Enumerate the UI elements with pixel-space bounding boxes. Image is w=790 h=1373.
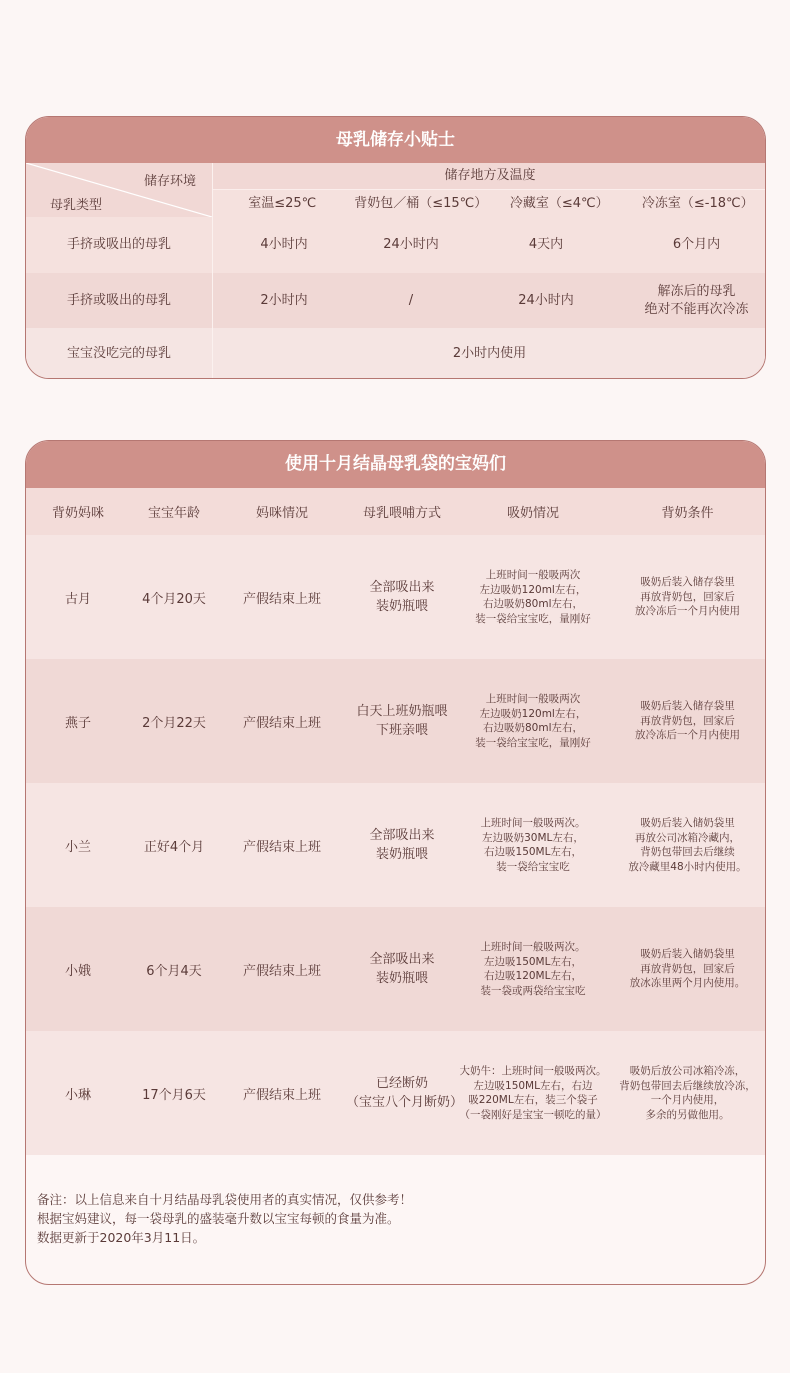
table-row: [26, 1031, 766, 1155]
temp-cooler-bag: 背奶包／桶（≤15℃）: [354, 195, 488, 211]
header-milk-type: 母乳类型: [50, 198, 103, 213]
moms-card: [25, 440, 766, 1285]
carry-condition: 吸奶后放公司冰箱冷冻， 背奶包带回去后继续放冷冻， 一个月内使用， 多余的另做他用。: [619, 1065, 756, 1121]
storage-tips-title: 母乳储存小贴士: [26, 117, 765, 163]
feeding-method: 全部吸出来 装奶瓶喂: [369, 952, 435, 986]
mom-name: 小兰: [64, 839, 91, 855]
moms-table: [26, 488, 765, 1155]
temp-freezer: 冷冻室（≤-18℃）: [641, 195, 754, 211]
feeding-method: 全部吸出来 装奶瓶喂: [369, 580, 435, 614]
header-storage-env: 储存环境: [143, 174, 196, 189]
pumping-info: 上班时间一般吸两次 左边吸奶120ml左右， 右边吸奶80ml左右， 装一袋给宝宝吃，量刚好: [475, 569, 591, 625]
table-row: [26, 217, 766, 273]
carry-condition: 吸奶后装入储存袋里 再放背奶包，回家后 放冷冻后一个月内使用: [635, 576, 740, 618]
header-temps: [213, 190, 766, 217]
col-header: 吸奶情况: [506, 506, 559, 521]
moms-title: 使用十月结晶母乳袋的宝妈们: [26, 441, 765, 488]
baby-age: 17个月6天: [142, 1087, 206, 1103]
table-row: [26, 273, 766, 328]
mom-name: 小琳: [64, 1087, 91, 1103]
value-cell: 4小时内: [260, 237, 308, 252]
value-cell: /: [408, 292, 414, 308]
mom-name: 小娥: [64, 963, 91, 979]
table-row: [26, 907, 766, 1031]
mom-name: 古月: [64, 591, 91, 607]
baby-age: 正好4个月: [143, 839, 205, 855]
value-cell: 24小时内: [518, 292, 574, 308]
feeding-method: 全部吸出来 装奶瓶喂: [369, 828, 435, 862]
mom-status: 产假结束上班: [242, 839, 321, 855]
storage-tips-card: [25, 116, 766, 379]
mom-name: 燕子: [64, 715, 91, 731]
baby-age: 6个月4天: [146, 963, 202, 979]
pumping-info: 上班时间一般吸两次 左边吸奶120ml左右， 右边吸奶80ml左右， 装一袋给宝宝吃，量刚好: [475, 693, 591, 749]
mom-status: 产假结束上班: [242, 1087, 321, 1103]
milk-type-cell: 宝宝没吃完的母乳: [66, 346, 171, 361]
milk-type-cell: 手挤或吸出的母乳: [66, 237, 171, 252]
table-header-row: [26, 488, 766, 535]
feeding-method: 已经断奶 （宝宝八个月断奶）: [346, 1076, 464, 1110]
carry-condition: 吸奶后装入储奶袋里 再放公司冰箱冷藏内， 背奶包带回去后继续 放冷藏里48小时内使用。: [628, 817, 747, 873]
value-cell: 2小时内: [260, 292, 308, 308]
column-divider: [212, 163, 213, 379]
col-header: 宝宝年龄: [147, 506, 200, 521]
value-cell: 4天内: [528, 237, 564, 252]
footnote: 备注：以上信息来自十月结晶母乳袋使用者的真实情况，仅供参考！ 根据宝妈建议，每一袋母乳的盛装毫升数以宝宝每顿的食量为准。 数据更新于2020年3月11日。: [37, 1192, 413, 1245]
value-cell: 解冻后的母乳 绝对不能再次冷冻: [644, 283, 749, 317]
baby-age: 2个月22天: [142, 715, 206, 731]
col-header: 背奶妈咪: [51, 506, 104, 521]
temp-room: 室温≤25℃: [248, 195, 317, 211]
mom-status: 产假结束上班: [242, 963, 321, 979]
value-cell: 24小时内: [383, 237, 439, 252]
table-row: [26, 659, 766, 783]
carry-condition: 吸奶后装入储存袋里 再放背奶包，回家后 放冷冻后一个月内使用: [635, 700, 740, 742]
col-header: 母乳喂哺方式: [362, 506, 441, 521]
milk-type-cell: 手挤或吸出的母乳: [66, 292, 171, 308]
baby-age: 4个月20天: [142, 591, 206, 607]
mom-status: 产假结束上班: [242, 715, 321, 731]
header-place: 储存地方及温度: [213, 163, 766, 190]
pumping-info: 大奶牛：上班时间一般吸两次。 左边吸150ML左右，右边 吸220ML左右，装三个袋子 （一袋刚好是宝宝一顿吃的量）: [459, 1065, 607, 1121]
table-row: [26, 328, 766, 379]
value-cell: 6个月内: [672, 237, 721, 252]
merged-value-cell: 2小时内使用: [452, 346, 527, 361]
col-header: 妈咪情况: [255, 506, 308, 521]
header-place-group: [213, 163, 766, 217]
feeding-method: 白天上班奶瓶喂 下班亲喂: [356, 704, 448, 738]
pumping-info: 上班时间一般吸两次。 左边吸150ML左右， 右边吸120ML左右， 装一袋或两袋给宝宝吃: [480, 941, 586, 997]
table-row: [26, 783, 766, 907]
diagonal-header-cell: [26, 163, 212, 217]
mom-status: 产假结束上班: [242, 591, 321, 607]
carry-condition: 吸奶后装入储奶袋里 再放背奶包，回家后 放冰冻里两个月内使用。: [629, 948, 746, 990]
temp-fridge: 冷藏室（≤4℃）: [509, 195, 609, 211]
col-header: 背奶条件: [661, 506, 714, 521]
pumping-info: 上班时间一般吸两次。 左边吸奶30ML左右， 右边吸150ML左右， 装一袋给宝宝吃: [480, 817, 586, 873]
table-row: [26, 535, 766, 659]
